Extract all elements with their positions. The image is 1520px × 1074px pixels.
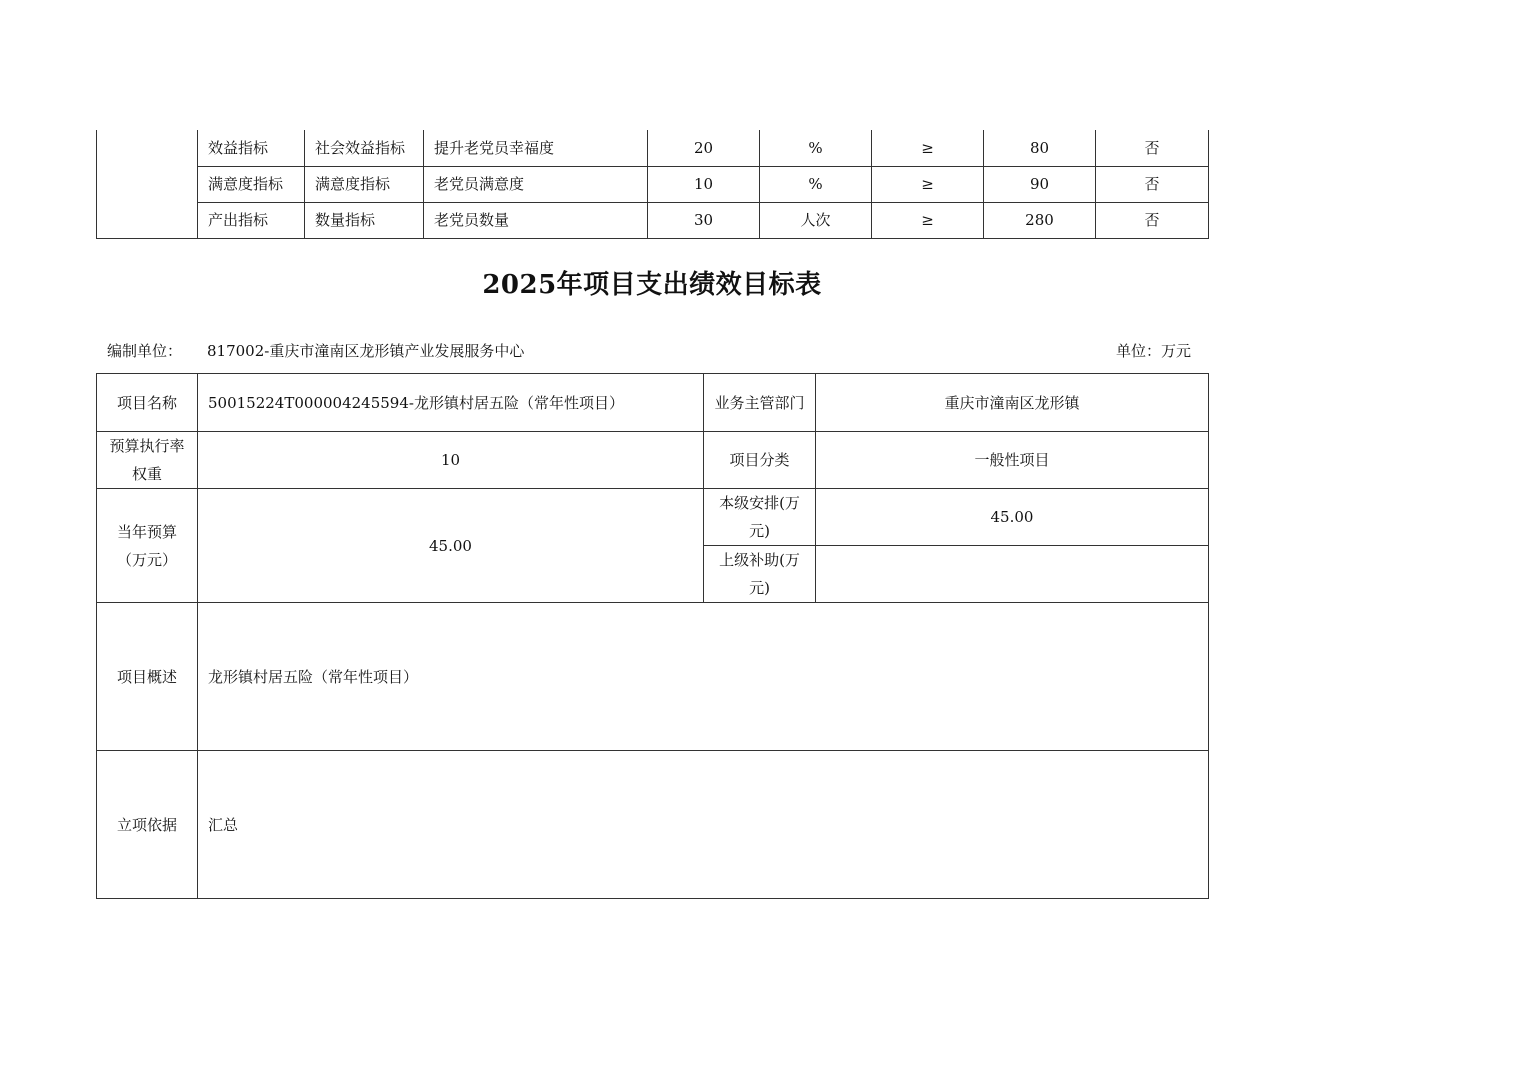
indicator-name: 老党员数量 xyxy=(424,202,648,238)
upper-funding-value xyxy=(816,546,1209,603)
basis-value: 汇总 xyxy=(198,751,1209,899)
category-label: 项目分类 xyxy=(704,432,816,489)
indicator-category: 满意度指标 xyxy=(198,166,305,202)
indicator-target: 90 xyxy=(984,166,1096,202)
indicator-table-continued xyxy=(96,130,1209,239)
indicator-flag: 否 xyxy=(1096,202,1209,238)
indicator-weight: 20 xyxy=(648,130,760,166)
indicator-flag: 否 xyxy=(1096,130,1209,166)
indicator-weight: 10 xyxy=(648,166,760,202)
indicator-operator: ≥ xyxy=(872,202,984,238)
indicator-unit: % xyxy=(760,166,872,202)
local-funding-label: 本级安排(万元) xyxy=(704,489,816,546)
indicator-target: 280 xyxy=(984,202,1096,238)
dept-label: 业务主管部门 xyxy=(704,374,816,432)
project-name-value: 50015224T000004245594-龙形镇村居五险（常年性项目） xyxy=(198,374,704,432)
category-value: 一般性项目 xyxy=(816,432,1209,489)
local-funding-value: 45.00 xyxy=(816,489,1209,546)
page-title: 2025年项目支出绩效目标表 xyxy=(482,270,822,300)
compile-unit xyxy=(107,340,524,361)
budget-label: 当年预算（万元） xyxy=(97,489,198,603)
indicator-unit: % xyxy=(760,130,872,166)
indicator-operator: ≥ xyxy=(872,130,984,166)
table-row xyxy=(97,374,1209,432)
indicator-category: 效益指标 xyxy=(198,130,305,166)
exec-rate-label: 预算执行率权重 xyxy=(97,432,198,489)
table-row xyxy=(97,603,1209,751)
table-row xyxy=(97,130,1209,166)
indicator-operator: ≥ xyxy=(872,166,984,202)
project-info-table xyxy=(96,373,1209,899)
indicator-subcategory: 社会效益指标 xyxy=(305,130,424,166)
indicator-category: 产出指标 xyxy=(198,202,305,238)
budget-value: 45.00 xyxy=(198,489,704,603)
indicator-subcategory: 满意度指标 xyxy=(305,166,424,202)
basis-label: 立项依据 xyxy=(97,751,198,899)
table-row xyxy=(97,202,1209,238)
compile-unit-value: 817002-重庆市潼南区龙形镇产业发展服务中心 xyxy=(207,342,525,360)
summary-label: 项目概述 xyxy=(97,603,198,751)
exec-rate-value: 10 xyxy=(198,432,704,489)
merged-blank-cell xyxy=(97,130,198,238)
table-row xyxy=(97,166,1209,202)
indicator-name: 老党员满意度 xyxy=(424,166,648,202)
project-name-label: 项目名称 xyxy=(97,374,198,432)
indicator-name: 提升老党员幸福度 xyxy=(424,130,648,166)
indicator-flag: 否 xyxy=(1096,166,1209,202)
summary-value: 龙形镇村居五险（常年性项目） xyxy=(198,603,1209,751)
currency-unit: 单位：万元 xyxy=(1116,342,1192,360)
indicator-weight: 30 xyxy=(648,202,760,238)
upper-funding-label: 上级补助(万元) xyxy=(704,546,816,603)
dept-value: 重庆市潼南区龙形镇 xyxy=(816,374,1209,432)
indicator-unit: 人次 xyxy=(760,202,872,238)
indicator-subcategory: 数量指标 xyxy=(305,202,424,238)
compile-unit-label: 编制单位： xyxy=(107,342,183,360)
table-row xyxy=(97,489,1209,546)
table-row xyxy=(97,751,1209,899)
indicator-target: 80 xyxy=(984,130,1096,166)
table-row xyxy=(97,432,1209,489)
